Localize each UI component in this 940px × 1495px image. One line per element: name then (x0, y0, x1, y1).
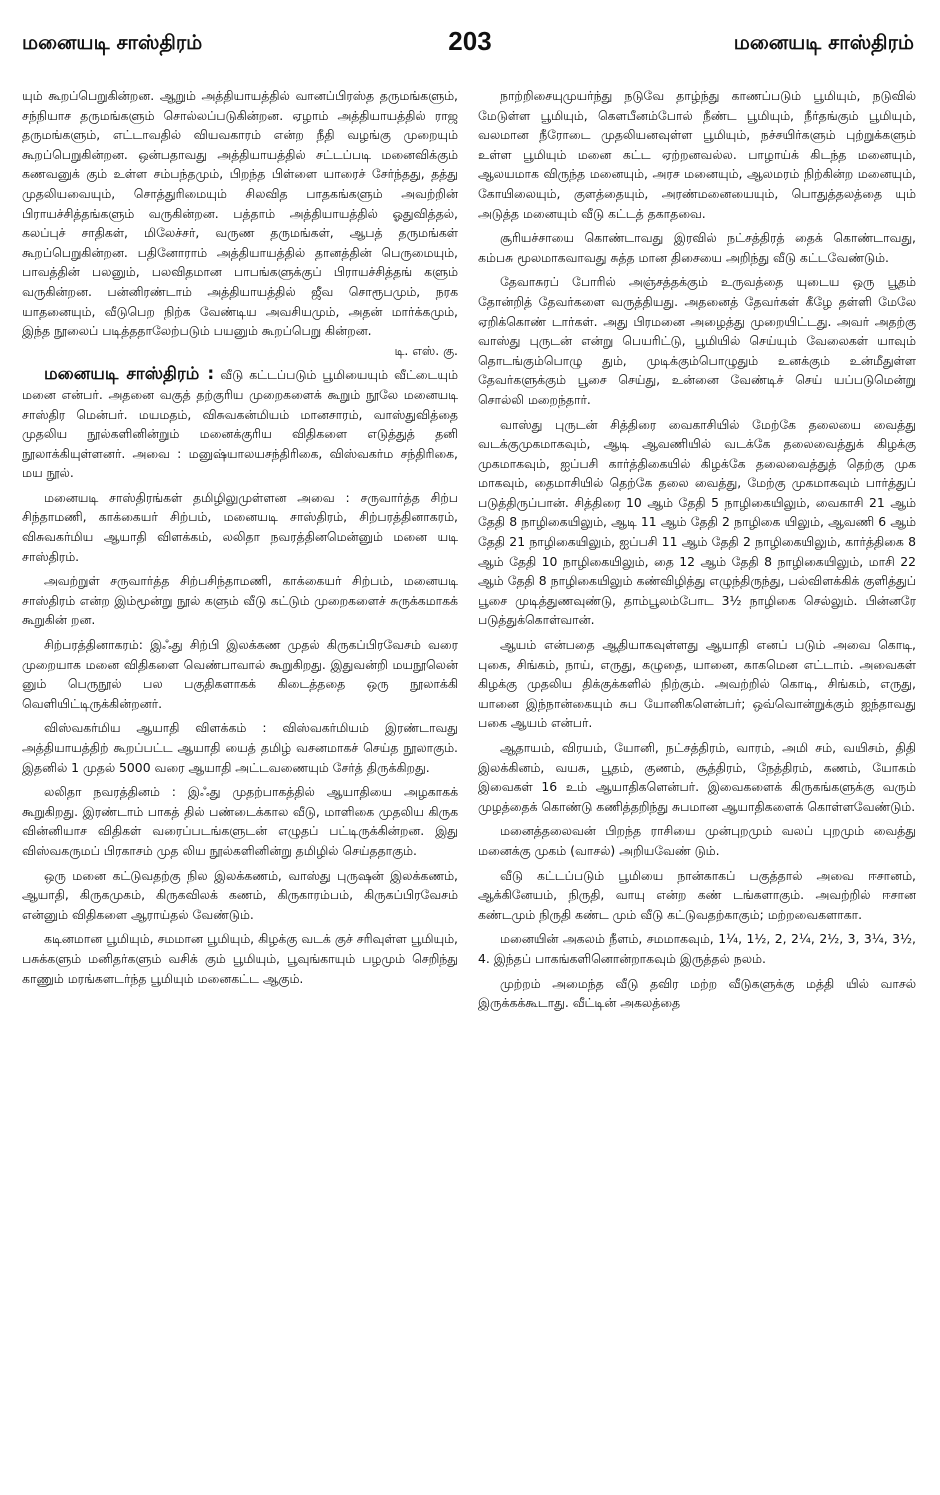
paragraph: லலிதா நவரத்தினம் : இஃது முதற்பாகத்தில் ஆயாதியை அழகாகக் கூறுகிறது. இரண்டாம் பாகத் தில் பண்டைக்கால வீடு, மாளிகை முதலிய கிருக வின்னியாச விதிகள் வரைப்படங்களுடன் எழுதப் பட்டிருக்கின்றன. இது விஸ்வகருமப் பிரகாசம் முத லிய நூல்களினின்று தமிழில் செய்ததாகும். (22, 784, 458, 858)
paragraph: முற்றம் அமைந்த வீடு தவிர மற்ற வீடுகளுக்கு மத்தி யில் வாசல் இருக்கக்கூடாது. வீட்டின் அகலத்தை (478, 975, 916, 1011)
paragraph: சூரியச்சாயை கொண்டாவது இரவில் நட்சத்திரத் தைக் கொண்டாவது, கம்பசு மூலமாகவாவது சுத்த மான திசையை அறிந்து வீடு கட்டவேண்டும். (478, 230, 916, 265)
paragraph: வாஸ்து புருடன் சித்திரை வைகாசியில் மேற்கே தலையை வைத்து வடக்குமுகமாகவும், ஆடி ஆவணியில் வடக்கே தலைவைத்துக் கிழக்கு முகமாகவும், ஐப்பசி கார்த்திகையில் கிழக்கே தலைவைத்துத் தெற்கு முக மாகவும், தைமாசியில் தெற்கே தலை வைத்து, மேற்கு முகமாகவும் பார்த்துப் படுத்திருப்பான். சித்திரை 10 ஆம் தேதி 5 நாழிகையிலும், வைகாசி 21 ஆம் தேதி 8 நாழிகையிலும், ஆடி 11 ஆம் தேதி 2 நாழிகை யிலும், ஆவணி 6 ஆம் தேதி 21 நாழிகையிலும், ஐப்பசி 11 ஆம் தேதி 2 நாழிகையிலும், கார்த்திகை 8 ஆம் தேதி 10 நாழிகையிலும், தை 12 ஆம் தேதி 8 நாழிகையிலும், மாசி 22 ஆம் தேதி 8 நாழிகையிலும் கண்விழித்து எழுந்திருந்து, பல்விளக்கிக் குளித்துப் பூசை முடித்துணவுண்டு, தாம்பூலம்போட 3½ நாழிகை செல்லும். பின்னரே படுத்துக்கொள்வான். (478, 416, 916, 628)
paragraph: விஸ்வகர்மிய ஆயாதி விளக்கம் : விஸ்வகர்மியம் இரண்டாவது அத்தியாயத்திற் கூறப்பட்ட ஆயாதி யைத் தமிழ் வசனமாகச் செய்த நூலாகும். இதனில் 1 முதல் 5000 வரை ஆயாதி அட்டவணையும் சேர்த் திருக்கிறது. (22, 720, 458, 775)
paragraph: ஒரு மனை கட்டுவதற்கு நில இலக்கணம், வாஸ்து புருஷன் இலக்கணம், ஆயாதி, கிருகமுகம், கிருகவிலக் கணம், கிருகாரம்பம், கிருகப்பிரவேசம் என்னும் விதிகளை ஆராய்தல் வேண்டும். (22, 867, 458, 922)
entry-paragraph (22, 365, 458, 483)
author-signature: டி. எஸ். கு. (394, 342, 458, 358)
paragraph: ஆதாயம், விரயம், யோனி, நட்சத்திரம், வாரம், அமி சம், வயிசம், திதி இலக்கினம், வயசு, பூதம், குணம், சூத்திரம், நேத்திரம், கணம், யோகம் இவைகள் 16 உம் ஆயாதிகளென்பர். இவைகளைக் கிருகங்களுக்கு வரும் முழத்தைக் கொண்டு கணித்தறிந்து சுபமான ஆயாதிகளைக் கொள்ளவேண்டும். (478, 740, 916, 814)
page-number: 203 (448, 26, 492, 56)
paragraph: மனைத்தலைவன் பிறந்த ராசியை முன்புறமும் வலப் புறமும் வைத்து மனைக்கு முகம் (வாசல்) அறியவேண் டும். (478, 823, 916, 858)
paragraph: யும் கூறப்பெறுகின்றன. ஆறும் அத்தியாயத்தில் வானப்பிரஸ்த தருமங்களும், சந்நியாச தருமங்களும் சொல்லப்படுகின்றன. ஏழாம் அத்தியாயத்தில் ராஜ தருமங்களும், எட்டாவதில் வியவகாரம் என்ற நீதி வழங்கு முறையும் கூறப்பெறுகின்றன. ஒன்பதாவது அத்தியாயத்தில் சட்டப்படி மனைவிக்கும் கணவனுக் கும் உள்ள சம்பந்தமும், பிறந்த பிள்ளை யாரைச் சேர்ந்தது, தத்து முதலியவையும், சொத்துரிமையும் சிலவித பாதகங்களும் அவற்றின் பிராயச்சித்தங்களும் வருகின்றன. பத்தாம் அத்தியாயத்தில் ஓதுவித்தல், கலப்புச் சாதிகள், மிலேச்சர், வருண தருமங்கள், ஆபத் தருமங்கள் கூறப்பெறுகின்றன. பதினோராம் அத்தியாயத்தில் தானத்தின் பெருமையும், பாவத்தின் பலனும், பலவிதமான பாபங்களுக்குப் பிராயச்சித்தங் களும் வருகின்றன. பன்னிரண்டாம் அத்தியாயத்தில் ஜீவ சொரூபமும், நரக யாதனையும், வீடுபெற நிற்க வேண்டிய அவசியமும், அதன் மார்க்கமும், இந்த நூலைப் படித்ததாலேற்படும் பயனும் கூறப்பெறு கின்றன. (22, 88, 458, 339)
paragraph: நாற்றிசையுமுயர்ந்து நடுவே தாழ்ந்து காணப்படும் பூமியும், நடுவில் மேடுள்ள பூமியும், கௌபீனம்போல் நீண்ட பூமியும், நீர்தங்கும் பூமியும், வலமான நீரோடை முதலியனவுள்ள பூமியும், நச்சயிர்களும் புற்றுக்களும் உள்ள பூமியும் மனை கட்ட ஏற்றனவல்ல. பாழாய்க் கிடந்த மனையும், ஆலயமாக விருந்த மனையும், அரச மனையும், ஆலமரம் நிற்கின்ற மனையும், கோயிலையும், குளத்தையும், அரண்மனையையும், பொதுத்தலத்தை யும் அடுத்த மனையும் வீடு கட்டத் தகாதவை. (478, 88, 916, 221)
entry-heading: மனையடி சாஸ்திரம் : (44, 364, 215, 385)
paragraph: கடினமான பூமியும், சமமான பூமியும், கிழக்கு வடக் குச் சரிவுள்ள பூமியும், பசுக்களும் மனிதர்களும் வசிக் கும் பூமியும், பூவுங்காயும் பழமும் செறிந்து காணும் மரங்களடர்ந்த பூமியும் மனைகட்ட ஆகும். (22, 931, 458, 986)
paragraph: மனையடி சாஸ்திரங்கள் தமிழிலுமுள்ளன அவை : சருவார்த்த சிற்ப சிந்தாமணி, காக்கையர் சிற்பம், மனையடி சாஸ்திரம், சிற்பரத்தினாகரம், விசுவகர்மிய ஆயாதி விளக்கம், லலிதா நவரத்தினமென்னும் மனை யடி சாஸ்திரம். (22, 489, 458, 564)
right-column (478, 86, 916, 1013)
running-header-right: மனையடி சாஸ்திரம் (733, 30, 914, 54)
paragraph: மனையின் அகலம் நீளம், சமமாகவும், 1¼, 1½, 2, 2¼, 2½, 3, 3¼, 3½, 4. இந்தப் பாகங்களினொன்றாகவும் இருத்தல் நலம். (478, 931, 916, 966)
left-column (22, 86, 458, 988)
paragraph: ஆயம் என்பதை ஆதியாகவுள்ளது ஆயாதி எனப் படும் அவை கொடி, புகை, சிங்கம், நாய், எருது, கழுதை, யானை, காகமென எட்டாம். அவைகள் கிழக்கு முதலிய திக்குக்களில் நிற்கும். அவற்றில் கொடி, சிங்கம், எருது, யானை இந்நான்கையும் சுப யோனிகளென்பர்; ஒவ்வொன்றுக்கும் ஐந்தாவது பகை ஆயம் என்பர். (478, 637, 916, 731)
paragraph: அவற்றுள் சருவார்த்த சிற்பசிந்தாமணி, காக்கையர் சிற்பம், மனையடி சாஸ்திரம் என்ற இம்மூன்று நூல் களும் வீடு கட்டும் முறைகளைச் சுருக்கமாகக் கூறுகின் றன. (22, 573, 458, 628)
paragraph: வீடு கட்டப்படும் பூமியை நான்காகப் பகுத்தால் அவை ஈசானம், ஆக்கினேயம், நிருதி, வாயு என்ற கண் டங்களாகும். அவற்றில் ஈசான கண்டமும் நிருதி கண்ட மும் வீடு கட்டுவதற்காகும்; மற்றவைகளாகா. (478, 867, 916, 922)
entry-text: வீடு கட்டப்படும் பூமியையும் வீட்டையும் மனை என்பர். அதனை வகுத் தற்குரிய முறைகளைக் கூறும் நூலே மனையடி சாஸ்திர மென்பர். மயமதம், விசுவகன்மியம் மானசாரம், வாஸ்துவித்தை முதலிய நூல்களினின்றும் மனைக்குரிய விதிகளை எடுத்துத் தனி நூலாக்கியுள்ளனர். அவை : மனுஷ்யாலயசந்திரிகை, விஸ்வகர்ம சந்திரிகை, மய நூல். (22, 367, 458, 481)
paragraph: தேவாசுரப் போரில் அஞ்சத்தக்கும் உருவத்தை யுடைய ஒரு பூதம் தோன்றித் தேவர்களை வருத்தியது. அதனைத் தேவர்கள் கீழே தள்ளி மேலே ஏறிக்கொண் டார்கள். அது பிரமனை அழைத்து முறையிட்டது. அவர் அதற்கு வாஸ்து புருடன் என்று பெயரிட்டு, பூமியில் செய்யும் வேலைகள் யாவும் தொடங்கும்பொழு தும், முடிக்கும்பொழுதும் உனக்கும் உன்மீதுள்ள தேவர்களுக்கும் பூசை செய்து, உன்னை வேண்டிச் செய் யப்படுமென்று சொல்லி மறைந்தார். (478, 274, 916, 407)
running-header-left: மனையடி சாஸ்திரம் (22, 30, 203, 54)
paragraph: சிற்பரத்தினாகரம்: இஃது சிற்பி இலக்கண முதல் கிருகப்பிரவேசம் வரை முறையாக மனை விதிகளை வெண்பாவால் கூறுகிறது. இதுவன்றி மயநூலென் னும் பெருநூல் பல பகுதிகளாகக் கிடைத்ததை ஒரு நூலாக்கி வெளியிட்டிருக்கின்றனர். (22, 637, 458, 711)
